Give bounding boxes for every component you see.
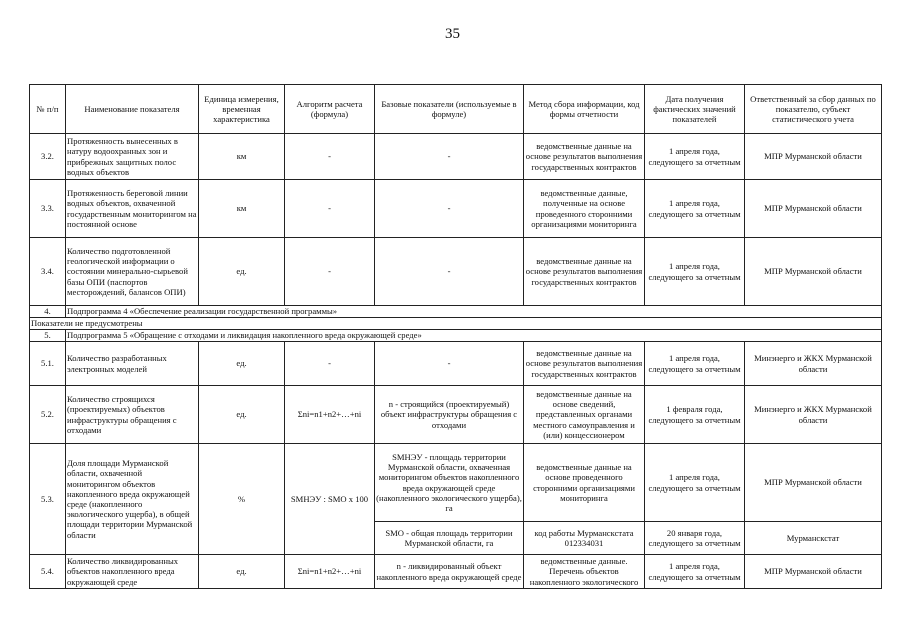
collection-method: ведомственные данные на основе сведений, представленных органами местного самоуправления и (или) концессионером bbox=[524, 386, 645, 444]
table-row bbox=[30, 555, 882, 589]
responsible: Минэнерго и ЖКХ Мурманской области bbox=[745, 386, 882, 444]
responsible: МПР Мурманской области bbox=[745, 555, 882, 589]
responsible: МПР Мурманской области bbox=[745, 180, 882, 238]
receipt-date: 1 апреля года, следующего за отчетным bbox=[645, 555, 745, 589]
indicator-name: Протяженность вынесенных в натуру водоохранных зон и прибрежных защитных полос водных объектов bbox=[66, 134, 199, 180]
table-row bbox=[30, 386, 882, 444]
header-name: Наименование показателя bbox=[66, 85, 199, 134]
table-row bbox=[30, 238, 882, 306]
responsible: МПР Мурманской области bbox=[745, 238, 882, 306]
receipt-date: 1 апреля года, следующего за отчетным bbox=[645, 134, 745, 180]
collection-method: ведомственные данные на основе результатов выполнения государственных контрактов bbox=[524, 238, 645, 306]
formula: Σni=n1+n2+…+ni bbox=[285, 555, 375, 589]
responsible: Минэнерго и ЖКХ Мурманской области bbox=[745, 342, 882, 386]
row-num: 5.2. bbox=[30, 386, 66, 444]
base-indicators: n - строящийся (проектируемый) объект инфраструктуры обращения с отходами bbox=[375, 386, 524, 444]
row-num: 5.3. bbox=[30, 444, 66, 555]
unit: км bbox=[199, 134, 285, 180]
collection-method: ведомственные данные. Перечень объектов накопленного экологического bbox=[524, 555, 645, 589]
base-indicators: - bbox=[375, 342, 524, 386]
formula: - bbox=[285, 238, 375, 306]
base-indicators: n - ликвидированный объект накопленного вреда окружающей среде bbox=[375, 555, 524, 589]
row-num: 5.4. bbox=[30, 555, 66, 589]
header-method: Метод сбора информации, код формы отчетности bbox=[524, 85, 645, 134]
receipt-date: 1 апреля года, следующего за отчетным bbox=[645, 238, 745, 306]
header-responsible: Ответственный за сбор данных по показателю, субъект статистического учета bbox=[745, 85, 882, 134]
receipt-date: 1 февраля года, следующего за отчетным bbox=[645, 386, 745, 444]
page-number: 35 bbox=[445, 26, 460, 42]
responsible: МПР Мурманской области bbox=[745, 134, 882, 180]
row-num: 3.4. bbox=[30, 238, 66, 306]
section-title: Подпрограмма 5 «Обращение с отходами и ликвидация накопленного вреда окружающей среде» bbox=[66, 330, 882, 342]
header-num: № п/п bbox=[30, 85, 66, 134]
unit: % bbox=[199, 444, 285, 555]
section-title: Подпрограмма 4 «Обеспечение реализации государственной программы» bbox=[66, 306, 882, 318]
base-indicators: - bbox=[375, 134, 524, 180]
unit: ед. bbox=[199, 238, 285, 306]
base-indicators: - bbox=[375, 180, 524, 238]
header-date: Дата получения фактических значений показателей bbox=[645, 85, 745, 134]
table-row bbox=[30, 134, 882, 180]
table-row bbox=[30, 180, 882, 238]
header-row bbox=[30, 85, 882, 134]
indicator-name: Доля площади Мурманской области, охваченной мониторингом объектов накопленного вреда окружающей среде (накопленного экологического ущерба), в общей площади территории Мурманской области bbox=[66, 444, 199, 555]
collection-method: код работы Мурманскстата 012334031 bbox=[524, 522, 645, 555]
unit: ед. bbox=[199, 555, 285, 589]
section-note: Показатели не предусмотрены bbox=[30, 318, 882, 330]
section-row bbox=[30, 330, 882, 342]
formula: SМНЭУ : SМО х 100 bbox=[285, 444, 375, 555]
indicator-name: Количество строящихся (проектируемых) объектов инфраструктуры обращения с отходами bbox=[66, 386, 199, 444]
unit: ед. bbox=[199, 342, 285, 386]
base-indicators: - bbox=[375, 238, 524, 306]
formula: - bbox=[285, 134, 375, 180]
base-indicators: SМНЭУ - площадь территории Мурманской области, охваченная мониторингом объектов накопленного вреда окружающей среде (накопленного экологического ущерба), га bbox=[375, 444, 524, 522]
table-row bbox=[30, 342, 882, 386]
section-num: 5. bbox=[30, 330, 66, 342]
indicator-name: Количество разработанных электронных моделей bbox=[66, 342, 199, 386]
header-unit: Единица измерения, временная характеристика bbox=[199, 85, 285, 134]
unit: км bbox=[199, 180, 285, 238]
collection-method: ведомственные данные на основе результатов выполнения государственных контрактов bbox=[524, 342, 645, 386]
receipt-date: 20 января года, следующего за отчетным bbox=[645, 522, 745, 555]
row-num: 3.3. bbox=[30, 180, 66, 238]
formula: Σni=n1+n2+…+ni bbox=[285, 386, 375, 444]
collection-method: ведомственные данные, полученные на основе проведенного сторонними организациями мониторинга bbox=[524, 180, 645, 238]
row-num: 3.2. bbox=[30, 134, 66, 180]
formula: - bbox=[285, 180, 375, 238]
row-num: 5.1. bbox=[30, 342, 66, 386]
section-note-row bbox=[30, 318, 882, 330]
indicators-table bbox=[29, 84, 882, 589]
receipt-date: 1 апреля года, следующего за отчетным bbox=[645, 180, 745, 238]
base-indicators: SМО - общая площадь территории Мурманской области, га bbox=[375, 522, 524, 555]
responsible: МПР Мурманской области bbox=[745, 444, 882, 522]
table-row bbox=[30, 444, 882, 522]
indicator-name: Протяженность береговой линии водных объектов, охваченной государственным мониторингом на постоянной основе bbox=[66, 180, 199, 238]
receipt-date: 1 апреля года, следующего за отчетным bbox=[645, 342, 745, 386]
unit: ед. bbox=[199, 386, 285, 444]
header-base: Базовые показатели (используемые в формуле) bbox=[375, 85, 524, 134]
collection-method: ведомственные данные на основе результатов выполнения государственных контрактов bbox=[524, 134, 645, 180]
section-num: 4. bbox=[30, 306, 66, 318]
section-row bbox=[30, 306, 882, 318]
receipt-date: 1 апреля года, следующего за отчетным bbox=[645, 444, 745, 522]
collection-method: ведомственные данные на основе проведенного сторонними организациями мониторинга bbox=[524, 444, 645, 522]
indicator-name: Количество подготовленной геологической информации о состоянии минерально-сырьевой базы ОПИ (паспортов месторождений, балансов ОПИ) bbox=[66, 238, 199, 306]
responsible: Мурманскстат bbox=[745, 522, 882, 555]
formula: - bbox=[285, 342, 375, 386]
header-formula: Алгоритм расчета (формула) bbox=[285, 85, 375, 134]
indicator-name: Количество ликвидированных объектов накопленного вреда окружающей среде bbox=[66, 555, 199, 589]
